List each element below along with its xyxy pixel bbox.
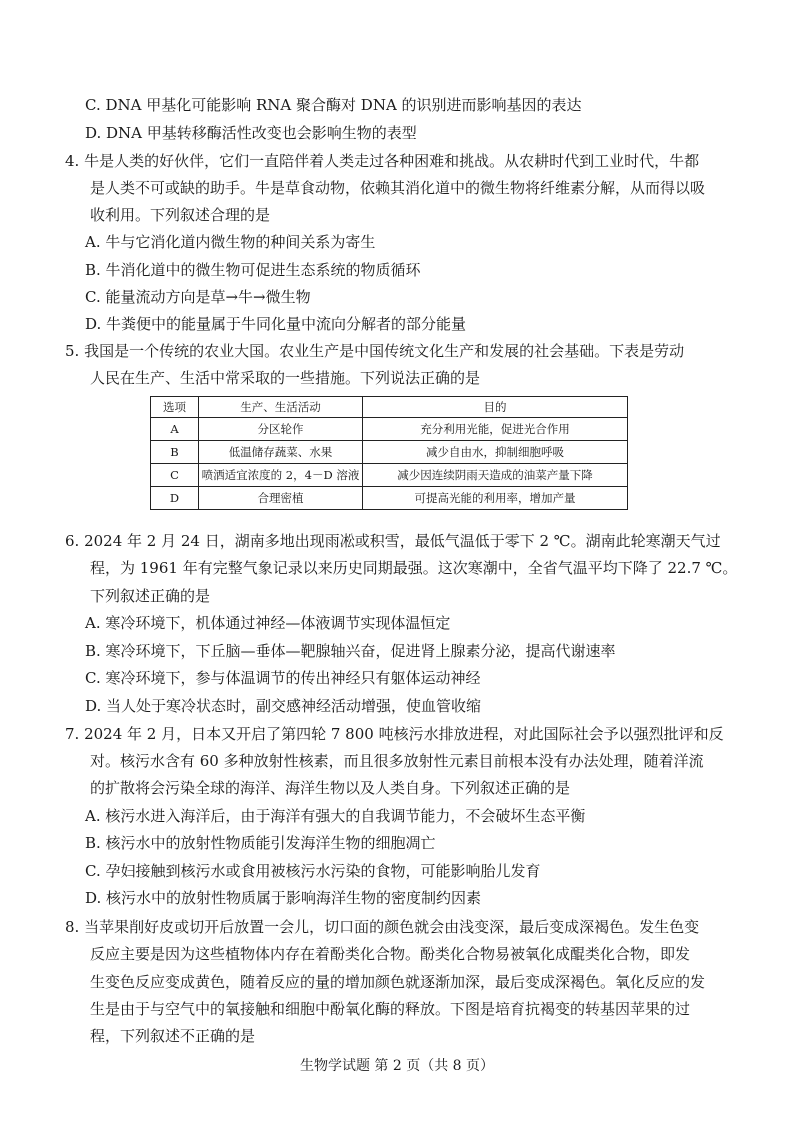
- table-row: [151, 418, 628, 441]
- table-header-cell: 生产、生活活动: [199, 397, 363, 418]
- q6-stem-line: 程，为 1961 年有完整气象记录以来历史同期最强。这次寒潮中，全省气温平均下降了 22.7 ℃。: [90, 559, 738, 577]
- table-row: [151, 464, 628, 487]
- q6-stem-line: 下列叙述正确的是: [90, 587, 211, 605]
- q5-table: [150, 396, 628, 510]
- q6-stem-line: 6. 2024 年 2 月 24 日，湖南多地出现雨凇或积雪，最低气温低于零下 2 ℃。湖南此轮寒潮天气过: [65, 532, 721, 550]
- q7-stem-line: 的扩散将会污染全球的海洋、海洋生物以及人类自身。下列叙述正确的是: [90, 779, 571, 797]
- table-cell: 合理密植: [199, 487, 363, 510]
- q3-option-d: D. DNA 甲基转移酶活性改变也会影响生物的表型: [85, 124, 417, 142]
- table-cell: 喷洒适宜浓度的 2，4－D 溶液: [199, 464, 363, 487]
- table-header-row: [151, 397, 628, 418]
- table-cell: 可提高光能的利用率，增加产量: [363, 487, 628, 510]
- table-row: [151, 487, 628, 510]
- page-footer: 生物学试题 第 2 页（共 8 页）: [299, 1058, 495, 1074]
- q4-option-a: A. 牛与它消化道内微生物的种间关系为寄生: [85, 233, 376, 251]
- table-header-cell: 选项: [151, 397, 199, 418]
- q6-option-c: C. 寒冷环境下，参与体温调节的传出神经只有躯体运动神经: [85, 669, 481, 687]
- q8-stem-line: 程，下列叙述不正确的是: [90, 1027, 256, 1045]
- q4-stem-line: 4. 牛是人类的好伙伴，它们一直陪伴着人类走过各种困难和挑战。从农耕时代到工业时代，牛都: [65, 152, 700, 170]
- q4-stem-line: 收利用。下列叙述合理的是: [90, 206, 271, 224]
- q7-option-d: D. 核污水中的放射性物质属于影响海洋生物的密度制约因素: [85, 889, 482, 907]
- q7-option-c: C. 孕妇接触到核污水或食用被核污水污染的食物，可能影响胎儿发育: [85, 862, 541, 880]
- q4-option-c: C. 能量流动方向是草→牛→微生物: [85, 288, 311, 306]
- q7-stem-line: 对。核污水含有 60 多种放射性核素，而且很多放射性元素目前根本没有办法处理，随着洋流: [90, 752, 704, 770]
- q5-stem-line: 5. 我国是一个传统的农业大国。农业生产是中国传统文化生产和发展的社会基础。下表是劳动: [65, 342, 685, 360]
- q7-option-b: B. 核污水中的放射性物质能引发海洋生物的细胞凋亡: [85, 834, 436, 852]
- table-cell: 减少因连续阴雨天造成的油菜产量下降: [363, 464, 628, 487]
- q7-option-a: A. 核污水进入海洋后，由于海洋有强大的自我调节能力，不会破坏生态平衡: [85, 807, 586, 825]
- table-row: [151, 441, 628, 464]
- q4-option-b: B. 牛消化道中的微生物可促进生态系统的物质循环: [85, 261, 421, 279]
- q5-stem-line: 人民在生产、生活中常采取的一些措施。下列说法正确的是: [90, 369, 481, 387]
- q7-stem-line: 7. 2024 年 2 月，日本又开启了第四轮 7 800 吨核污水排放进程，对此国际社会予以强烈批评和反: [65, 725, 724, 743]
- q8-stem-line: 8. 当苹果削好皮或切开后放置一会儿，切口面的颜色就会由浅变深，最后变成深褐色。发生色变: [65, 918, 700, 936]
- q6-option-b: B. 寒冷环境下，下丘脑—垂体—靶腺轴兴奋，促进肾上腺素分泌，提高代谢速率: [85, 642, 616, 660]
- q8-stem-line: 生变色反应变成黄色，随着反应的量的增加颜色就逐渐加深，最后变成深褐色。氧化反应的发: [90, 973, 706, 991]
- q4-stem-line: 是人类不可或缺的助手。牛是草食动物，依赖其消化道中的微生物将纤维素分解，从而得以吸: [90, 179, 706, 197]
- table-cell: 低温储存蔬菜、水果: [199, 441, 363, 464]
- table-cell: D: [151, 487, 199, 510]
- table-cell: A: [151, 418, 199, 441]
- q6-option-d: D. 当人处于寒冷状态时，副交感神经活动增强，使血管收缩: [85, 697, 482, 715]
- table-cell: 减少自由水，抑制细胞呼吸: [363, 441, 628, 464]
- table-header-cell: 目的: [363, 397, 628, 418]
- table-cell: C: [151, 464, 199, 487]
- q8-stem-line: 反应主要是因为这些植物体内存在着酚类化合物。酚类化合物易被氧化成醌类化合物，即发: [90, 945, 691, 963]
- q8-stem-line: 生是由于与空气中的氧接触和细胞中酚氧化酶的释放。下图是培育抗褐变的转基因苹果的过: [90, 1000, 691, 1018]
- table-cell: B: [151, 441, 199, 464]
- q3-option-c: C. DNA 甲基化可能影响 RNA 聚合酶对 DNA 的识别进而影响基因的表达: [85, 96, 582, 114]
- table-cell: 充分利用光能，促进光合作用: [363, 418, 628, 441]
- q4-option-d: D. 牛粪便中的能量属于牛同化量中流向分解者的部分能量: [85, 315, 467, 333]
- table-cell: 分区轮作: [199, 418, 363, 441]
- q6-option-a: A. 寒冷环境下，机体通过神经—体液调节实现体温恒定: [85, 614, 451, 632]
